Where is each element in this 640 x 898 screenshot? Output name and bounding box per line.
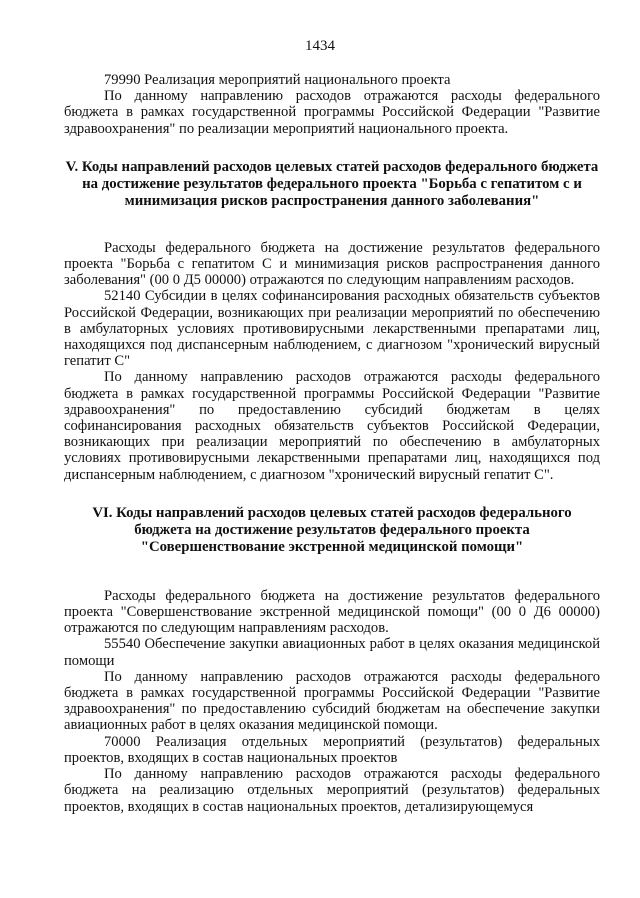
section-5-intro: Расходы федерального бюджета на достижение результатов федерального проекта "Борьба с гепатитом С и минимизация рисков распространения данного заболевания" (00 0 Д5 00000) отражаются по следующим направлениям расходов. xyxy=(64,239,600,289)
page-number: 1434 xyxy=(305,38,335,54)
item-52140-description: По данному направлению расходов отражаются расходы федерального бюджета в рамках государственной программы Российской Федерации "Развитие здравоохранения" по предоставлению субсидий бюджетам в целях софинансирования расходных обязательств субъектов Российской Федерации, возникающих при реализации мероприятий по обеспечению в амбулаторных условиях противовирусными лекарственными препаратами лиц, находящихся под диспансерным наблюдением, с диагнозом "хронический вирусный гепатит С". xyxy=(64,369,600,483)
item-70000-code: 70000 Реализация отдельных мероприятий (результатов) федеральных проектов, входящих в состав национальных проектов xyxy=(64,733,600,766)
item-55540-code: 55540 Обеспечение закупки авиационных работ в целях оказания медицинской помощи xyxy=(64,636,600,669)
item-52140-code: 52140 Субсидии в целях софинансирования расходных обязательств субъектов Российской Федерации, возникающих при реализации мероприятий по обеспечению в амбулаторных условиях противовирусными лекарственными препаратами лиц, находящихся под диспансерным наблюдением, с диагнозом "хронический вирусный гепатит С" xyxy=(64,288,600,370)
section-5-heading: V. Коды направлений расходов целевых статей расходов федерального бюджета на достижение результатов федерального проекта "Борьба с гепатитом с и минимизация рисков распространения данного заболевания" xyxy=(65,158,599,209)
item-79990-code: 79990 Реализация мероприятий национального проекта xyxy=(104,72,451,88)
item-79990-description: По данному направлению расходов отражаются расходы федерального бюджета в рамках государственной программы Российской Федерации "Развитие здравоохранения" по реализации мероприятий национального проекта. xyxy=(64,88,600,137)
document-body xyxy=(64,72,600,815)
item-70000-description: По данному направлению расходов отражаются расходы федерального бюджета на реализацию отдельных мероприятий (результатов) федеральных проектов, входящих в состав национальных проектов, детализирующемуся xyxy=(64,766,600,815)
section-6-heading: VI. Коды направлений расходов целевых статей расходов федерального бюджета на достижение результатов федерального проекта "Совершенствование экстренной медицинской помощи" xyxy=(92,504,572,555)
item-55540-description: По данному направлению расходов отражаются расходы федерального бюджета в рамках государственной программы Российской Федерации "Развитие здравоохранения" по предоставлению субсидий бюджетам на обеспечение закупки авиационных работ в целях оказания медицинской помощи. xyxy=(64,668,600,734)
section-6-intro: Расходы федерального бюджета на достижение результатов федерального проекта "Совершенствование экстренной медицинской помощи" (00 0 Д6 00000) отражаются по следующим направлениям расходов. xyxy=(64,587,600,637)
